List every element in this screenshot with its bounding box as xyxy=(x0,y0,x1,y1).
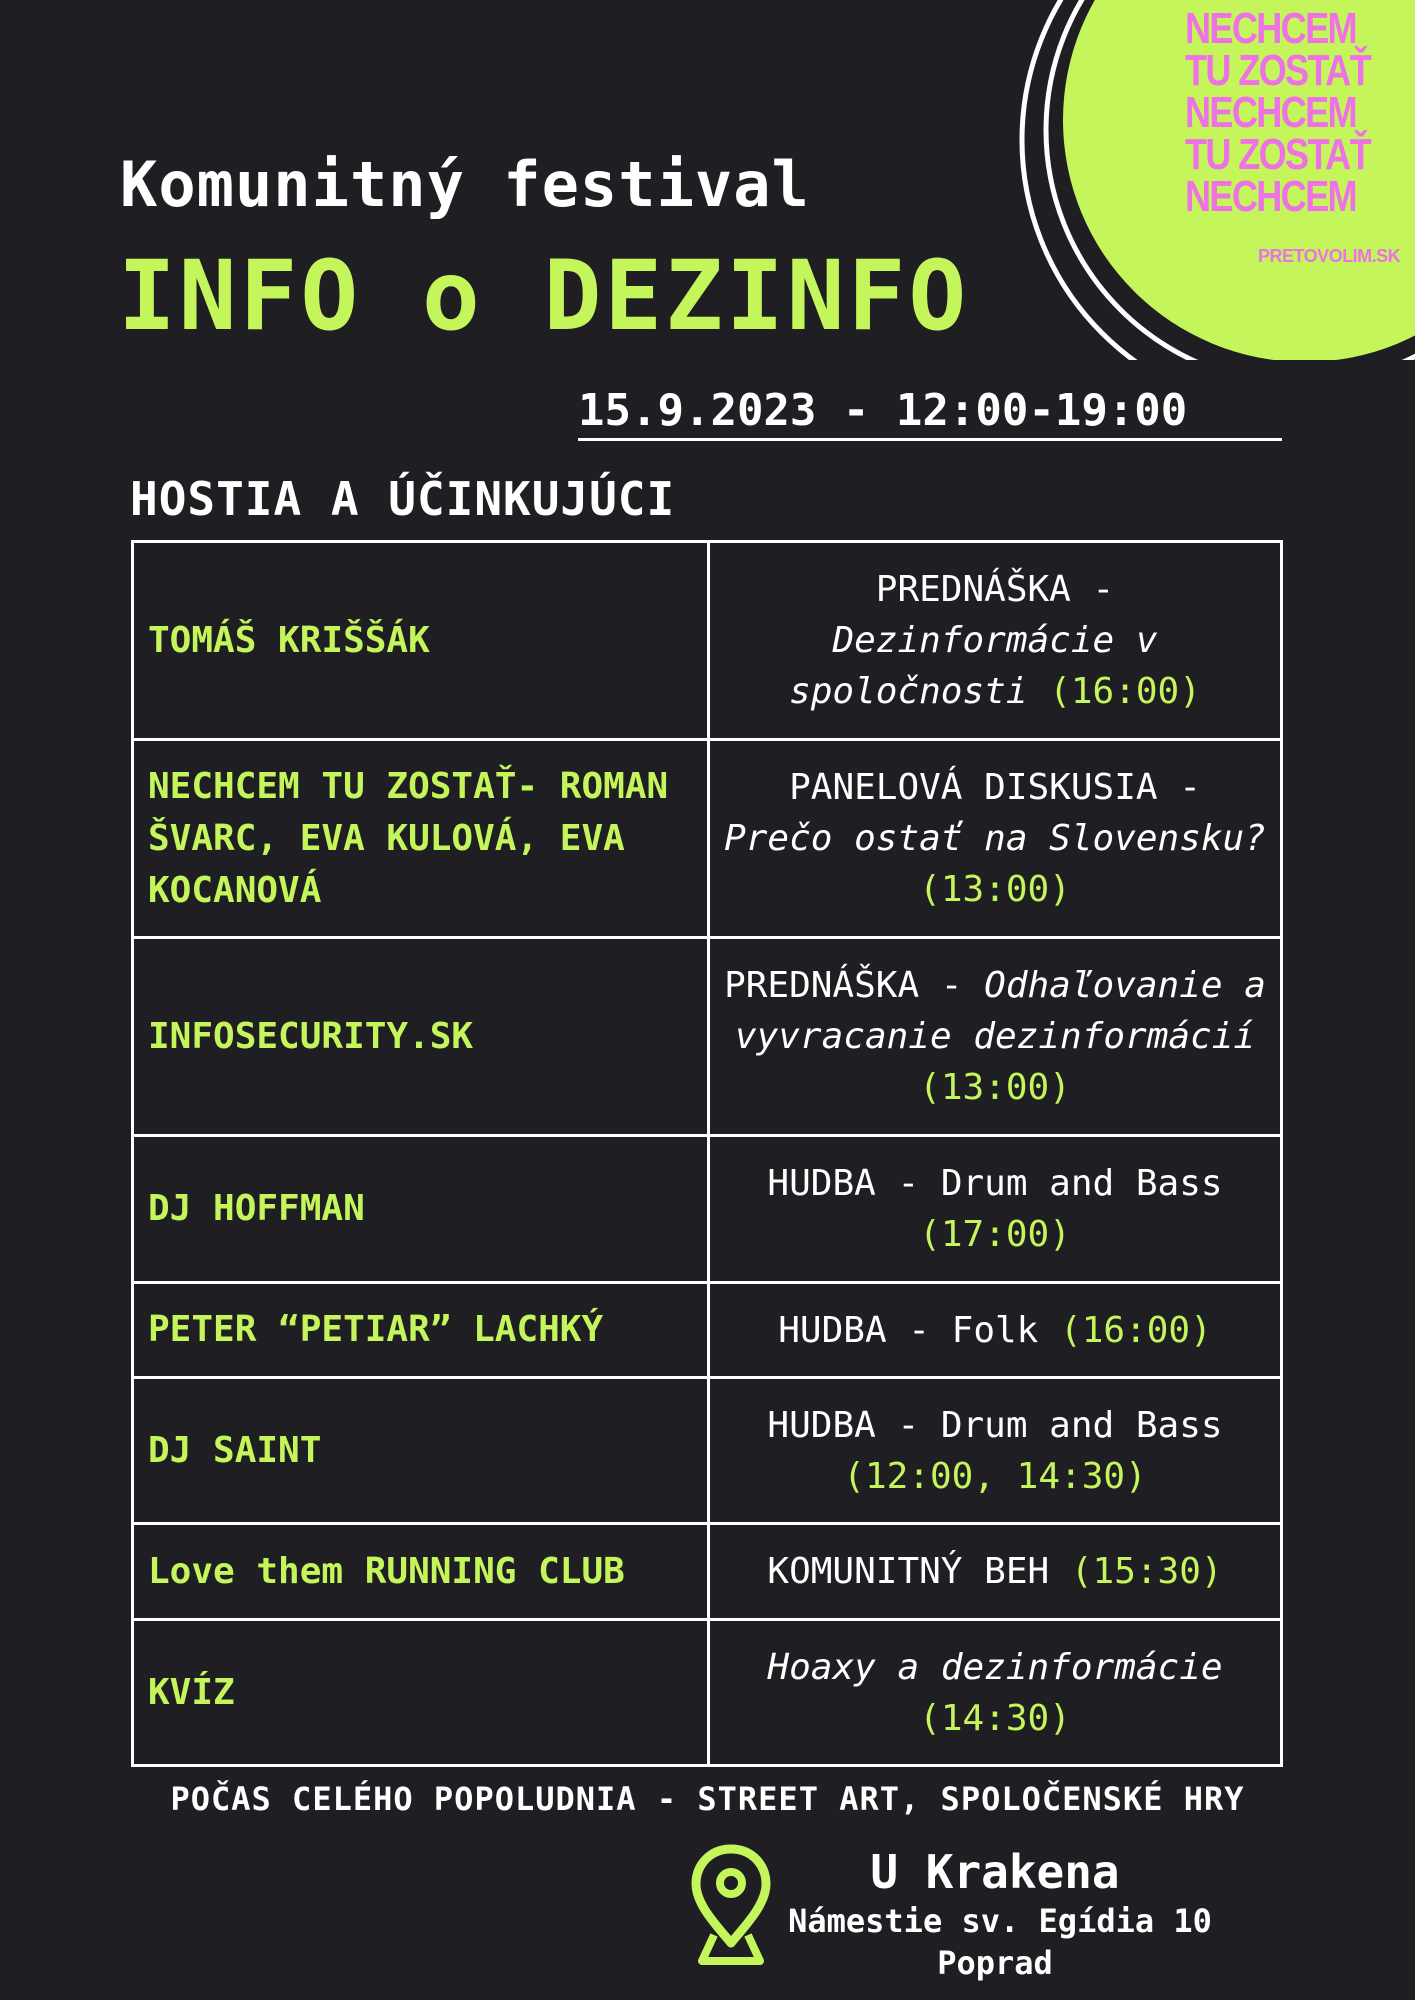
map-pin-icon xyxy=(690,1843,772,1967)
activity-cell xyxy=(709,1620,1282,1766)
section-title: HOSTIA A ÚČINKUJÚCI xyxy=(130,472,676,526)
activity-time: (17:00) xyxy=(919,1214,1071,1255)
table-row xyxy=(133,1524,1282,1620)
logo-url: PRETOVOLIM.SK xyxy=(1258,246,1401,266)
logo-line: NECHCEM xyxy=(1185,88,1356,137)
guest-name: NECHCEM TU ZOSTAŤ- ROMAN ŠVARC, EVA KULOVÁ, EVA KOCANOVÁ xyxy=(133,740,709,938)
activity-cell xyxy=(709,1378,1282,1524)
activity-topic: Prečo ostať na Slovensku? xyxy=(724,818,1266,859)
table-row xyxy=(133,1136,1282,1283)
schedule-table xyxy=(131,540,1283,1767)
activity-topic: Hoaxy a dezinformácie xyxy=(767,1646,1223,1688)
activity-type: PANELOVÁ DISKUSIA - xyxy=(789,767,1201,808)
activity-type: PREDNÁŠKA - xyxy=(724,965,985,1006)
activity-time: (15:30) xyxy=(1070,1551,1223,1592)
footer-note: POČAS CELÉHO POPOLUDNIA - STREET ART, SPOLOČENSKÉ HRY xyxy=(170,1780,1245,1818)
guest-name: KVÍZ xyxy=(133,1620,709,1766)
table-row xyxy=(133,1378,1282,1524)
activity-time: (16:00) xyxy=(1060,1309,1212,1351)
logo-line: NECHCEM xyxy=(1185,4,1356,53)
table-row xyxy=(133,542,1282,740)
activity-cell xyxy=(709,938,1282,1136)
table-row xyxy=(133,938,1282,1136)
activity-cell xyxy=(709,1136,1282,1283)
guest-name: INFOSECURITY.SK xyxy=(133,938,709,1136)
activity-type: PREDNÁŠKA - xyxy=(875,569,1115,610)
event-title: INFO o DEZINFO xyxy=(118,240,970,352)
logo-line: TU ZOSTAŤ xyxy=(1185,46,1370,95)
activity-cell xyxy=(709,1524,1282,1620)
activity-type: HUDBA - Drum and Bass xyxy=(767,1163,1223,1204)
guest-name: DJ HOFFMAN xyxy=(133,1136,709,1283)
guest-name: PETER “PETIAR” LACHKÝ xyxy=(133,1283,709,1378)
venue-street: Námestie sv. Egídia 10 xyxy=(788,1902,1212,1940)
logo-wordmark xyxy=(1185,4,1370,221)
activity-topic: Odhaľovanie a vyvracanie dezinformácií xyxy=(734,965,1266,1057)
activity-time: (14:30) xyxy=(919,1697,1071,1739)
activity-type: HUDBA - Drum and Bass xyxy=(767,1404,1223,1446)
table-row xyxy=(133,1620,1282,1766)
activity-type: KOMUNITNÝ BEH xyxy=(767,1551,1050,1592)
activity-topic: Dezinformácie v spoločnosti xyxy=(789,620,1158,712)
activity-time: (16:00) xyxy=(1049,671,1201,712)
table-row xyxy=(133,1283,1282,1378)
activity-cell xyxy=(709,542,1282,740)
event-date: 15.9.2023 - 12:00-19:00 xyxy=(578,385,1282,441)
table-row xyxy=(133,740,1282,938)
logo-line: NECHCEM xyxy=(1185,172,1356,221)
activity-cell xyxy=(709,1283,1282,1378)
activity-time: (13:00) xyxy=(919,869,1071,910)
activity-time: (12:00, 14:30) xyxy=(843,1455,1147,1497)
guest-name: Love them RUNNING CLUB xyxy=(133,1524,709,1620)
venue-city: Poprad xyxy=(937,1944,1053,1982)
event-subtitle: Komunitný festival xyxy=(120,148,810,221)
activity-cell xyxy=(709,740,1282,938)
venue-name: U Krakena xyxy=(870,1845,1120,1899)
guest-name: TOMÁŠ KRIŠŠÁK xyxy=(133,542,709,740)
guest-name: DJ SAINT xyxy=(133,1378,709,1524)
logo-line: TU ZOSTAŤ xyxy=(1185,130,1370,179)
activity-type: HUDBA - Folk xyxy=(778,1309,1039,1351)
activity-time: (13:00) xyxy=(919,1067,1071,1108)
